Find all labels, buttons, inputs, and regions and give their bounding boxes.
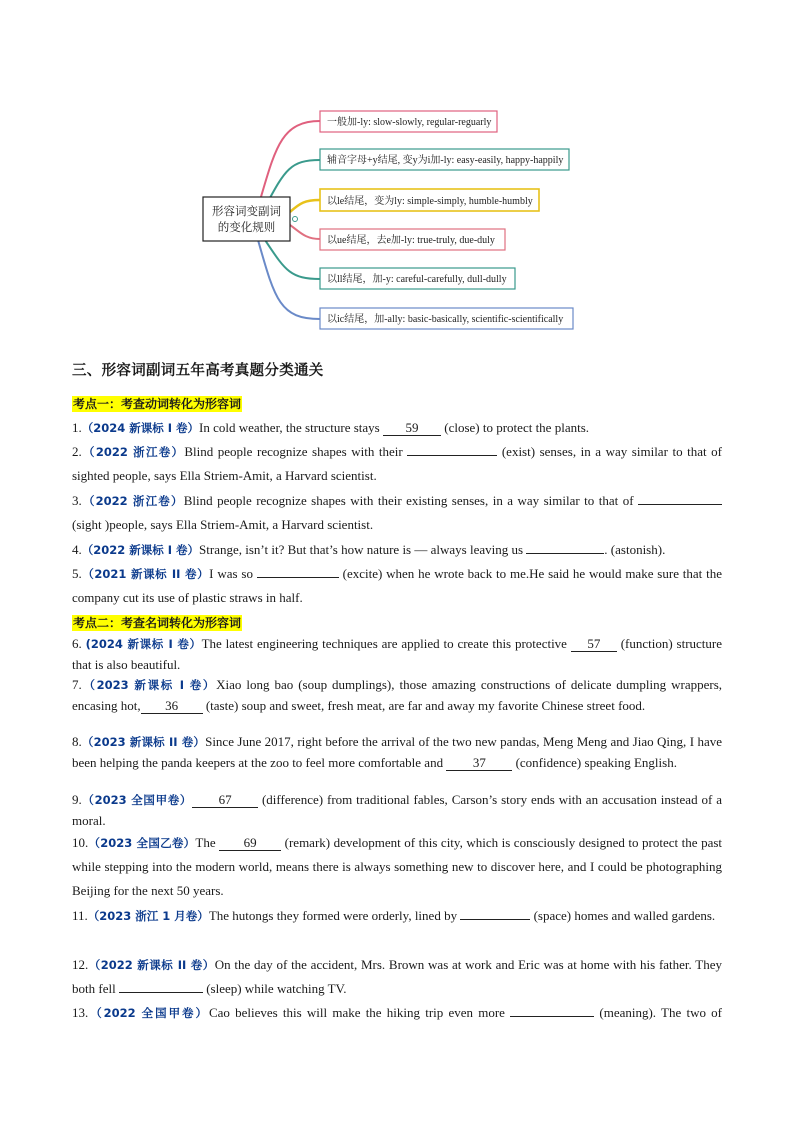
- kaodian-2-heading: 考点二：考查名词转化为形容词: [73, 616, 242, 630]
- question-6: 6. (2024 新课标 I 卷）The latest engineering techniques are applied to create this protective 57 (function) structure that is also beautiful.: [72, 636, 723, 672]
- question-7: 7.（2023 新课标 I 卷）Xiao long bao (soup dumplings), those amazing constructions of delicate dumpling wrappers, encasing hot, 36 (taste) soup and sweet, fresh meat, are far and away my favorite Chinese street food.: [72, 677, 723, 713]
- question-10: 10.（2023 全国乙卷）The 69 (remark) development of this city, which is consciously designed to protect the past while stepping into the modern world, means there is always something new to discover here, and I could be photographing Beijing for the next 50 years.: [72, 835, 723, 898]
- answer-blank[interactable]: 57: [571, 637, 617, 652]
- answer-blank[interactable]: 37: [446, 756, 512, 771]
- mind-map-connector: [265, 240, 320, 279]
- question-13: 13.（2022 全国甲卷）Cao believes this will make the hiking trip even more (meaning). The two of: [72, 1005, 722, 1020]
- section-title: 三、形容词副词五年高考真题分类通关: [72, 363, 324, 379]
- mind-map-center-line-1: 形容词变副词: [212, 206, 281, 218]
- mind-map-connector: [258, 121, 320, 207]
- question-9: 9.（2023 全国甲卷） 67 (difference) from traditional fables, Carson’s story ends with an accusation instead of a moral.: [72, 792, 722, 828]
- mind-map-connector: [290, 200, 320, 212]
- question-2: 2.（2022 浙江卷）Blind people recognize shapes with their (exist) senses, in a way similar to that of sighted people, says Ella Striem-Amit, a Harvard scientist.: [72, 444, 722, 483]
- question-4: 4.（2022 新课标 I 卷）Strange, isn’t it? But that’s how nature is — always leaving us . (astonish).: [72, 542, 666, 557]
- answer-blank[interactable]: 67: [192, 793, 258, 808]
- answer-blank[interactable]: 59: [383, 421, 441, 436]
- question-3: 3.（2022 浙江卷）Blind people recognize shapes with their existing senses, in a way similar to that of (sight )people, says Ella Striem-Amit, a Harvard scientist.: [72, 489, 722, 537]
- mind-map-branch-label: 以le结尾，变为ly: simple-simply, humble-humbly: [327, 196, 533, 207]
- mind-map-branch-label: 以ic结尾，加-ally: basic-basically, scientific-scientifically: [327, 314, 564, 325]
- mind-map-diagram: [0, 0, 794, 340]
- answer-blank[interactable]: 69: [219, 836, 281, 851]
- mind-map-branch-label: 以ue结尾，去e加-ly: true-truly, due-duly: [327, 235, 495, 246]
- answer-blank[interactable]: [257, 577, 339, 578]
- question-1: 1.（2024 新课标 I 卷）In cold weather, the structure stays 59 (close) to protect the plants.: [72, 420, 590, 435]
- answer-blank[interactable]: [526, 553, 604, 554]
- question-8: 8.（2023 新课标 II 卷）Since June 2017, right before the arrival of the two new pandas, Meng Meng and Jiao Qing, I have been helping the panda keepers at the zoo to feel more comfortable and 37 (confidence) speaking English.: [72, 734, 722, 770]
- mind-map-branch-label: 辅音字母+y结尾, 变y为i加-ly: easy-easily, happy-happily: [327, 155, 564, 166]
- mind-map-branch-label: 一般加-ly: slow-slowly, regular-reguarly: [327, 117, 492, 128]
- answer-blank[interactable]: 36: [141, 699, 203, 714]
- question-12: 12.（2022 新课标 II 卷）On the day of the accident, Mrs. Brown was at work and Eric was at home with his father. They both fell (sleep) while watching TV.: [72, 957, 723, 996]
- answer-blank[interactable]: [510, 1016, 594, 1017]
- answer-blank[interactable]: [638, 504, 722, 505]
- kaodian-1-heading: 考点一：考查动词转化为形容词: [73, 397, 242, 411]
- mind-map-center-line-2: 的变化规则: [217, 222, 276, 234]
- answer-blank[interactable]: [460, 919, 530, 920]
- mind-map-center-node: [203, 197, 290, 241]
- mind-map-connector: [290, 225, 320, 239]
- question-11: 11.（2023 浙江 1 月卷）The hutongs they formed were orderly, lined by (space) homes and walled gardens.: [72, 908, 716, 923]
- answer-blank[interactable]: [407, 455, 497, 456]
- question-5: 5.（2021 新课标 II 卷）I was so (excite) when he wrote back to me.He said he would make sure that the company cut its use of plastic straws in half.: [72, 566, 723, 605]
- mind-map-branch-label: 以ll结尾，加-y: careful-carefully, dull-dully: [327, 274, 507, 285]
- answer-blank[interactable]: [119, 992, 203, 993]
